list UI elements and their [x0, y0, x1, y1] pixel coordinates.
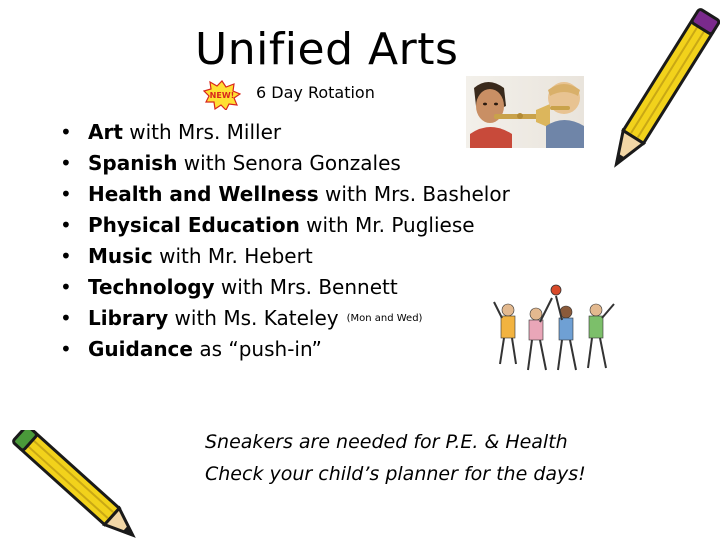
subject-name: Guidance: [88, 337, 193, 361]
subject-teacher: as “push-in”: [192, 337, 322, 361]
rotation-subtitle: 6 Day Rotation: [256, 83, 375, 102]
list-item: [60, 117, 510, 148]
bullet-marker: •: [60, 337, 72, 361]
subject-name: Art: [88, 120, 123, 144]
subject-list: [60, 117, 510, 365]
planner-note: Check your child’s planner for the days!: [205, 463, 586, 485]
bullet-marker: •: [60, 182, 72, 206]
new-badge-label: NEW!: [209, 91, 235, 100]
subject-name: Spanish: [88, 151, 178, 175]
subject-teacher: with Mrs. Miller: [122, 120, 282, 144]
subject-teacher: with Ms. Kateley: [168, 306, 339, 330]
bullet-marker: •: [60, 213, 72, 237]
list-item: [60, 303, 510, 334]
subject-teacher: with Mrs. Bashelor: [318, 182, 510, 206]
subject-name: Library: [88, 306, 169, 330]
subject-teacher: with Mr. Pugliese: [299, 213, 475, 237]
bullet-marker: •: [60, 275, 72, 299]
list-item: [60, 148, 510, 179]
schedule-note: (Mon and Wed): [346, 313, 423, 324]
bullet-marker: •: [60, 151, 72, 175]
pencil-icon: [598, 4, 720, 184]
subject-teacher: with Senora Gonzales: [177, 151, 401, 175]
reminder-notes: [205, 426, 586, 490]
pencil-icon: [2, 430, 152, 540]
kids-playing-illustration: [492, 284, 624, 376]
subject-name: Physical Education: [88, 213, 300, 237]
list-item: [60, 272, 510, 303]
bullet-marker: •: [60, 244, 72, 268]
subject-teacher: with Mr. Hebert: [152, 244, 313, 268]
bullet-marker: •: [60, 306, 72, 330]
list-item: [60, 241, 510, 272]
new-badge-icon: [203, 80, 241, 110]
subject-name: Health and Wellness: [88, 182, 319, 206]
subject-name: Music: [88, 244, 153, 268]
subject-name: Technology: [88, 275, 215, 299]
list-item: [60, 334, 510, 365]
list-item: [60, 179, 510, 210]
subject-teacher: with Mrs. Bennett: [214, 275, 398, 299]
slide-title: Unified Arts: [195, 24, 459, 75]
list-item: [60, 210, 510, 241]
sneakers-note: Sneakers are needed for P.E. & Health: [205, 431, 568, 453]
bullet-marker: •: [60, 120, 72, 144]
trumpet-photo: [466, 76, 584, 148]
